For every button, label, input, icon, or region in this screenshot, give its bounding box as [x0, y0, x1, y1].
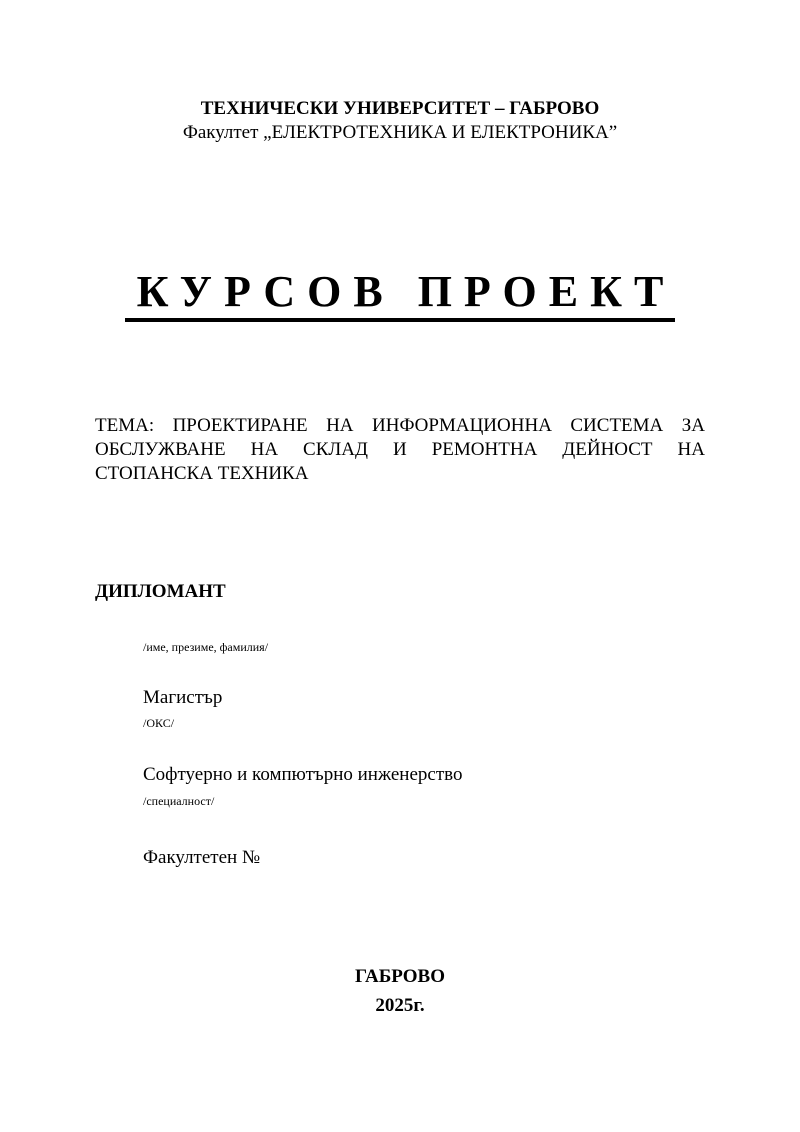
degree-caption: /ОКС/ [143, 716, 175, 730]
university-name: ТЕХНИЧЕСКИ УНИВЕРСИТЕТ – ГАБРОВО [200, 98, 600, 119]
degree-value: Магистър [143, 687, 223, 708]
specialty-value: Софтуерно и компютърно инженерство [143, 764, 463, 785]
name-caption: /име, презиме, фамилия/ [143, 640, 269, 654]
project-topic: ТЕМА: ПРОЕКТИРАНЕ НА ИНФОРМАЦИОННА СИСТЕМА ЗА ОБСЛУЖВАНЕ НА СКЛАД И РЕМОНТНА ДЕЙНОСТ НА СТОПАНСКА ТЕХНИКА [95, 415, 705, 484]
faculty-name: Факултет „ЕЛЕКТРОТЕХНИКА И ЕЛЕКТРОНИКА” [182, 122, 618, 143]
faculty-number-label: Факултетен № [143, 847, 261, 868]
city: ГАБРОВО [354, 966, 446, 987]
title-block [0, 268, 800, 322]
graduate-label: ДИПЛОМАНТ [95, 581, 226, 602]
year: 2025г. [375, 995, 425, 1016]
document-title: КУРСОВ ПРОЕКТ [125, 268, 676, 322]
specialty-caption: /специалност/ [143, 794, 215, 808]
